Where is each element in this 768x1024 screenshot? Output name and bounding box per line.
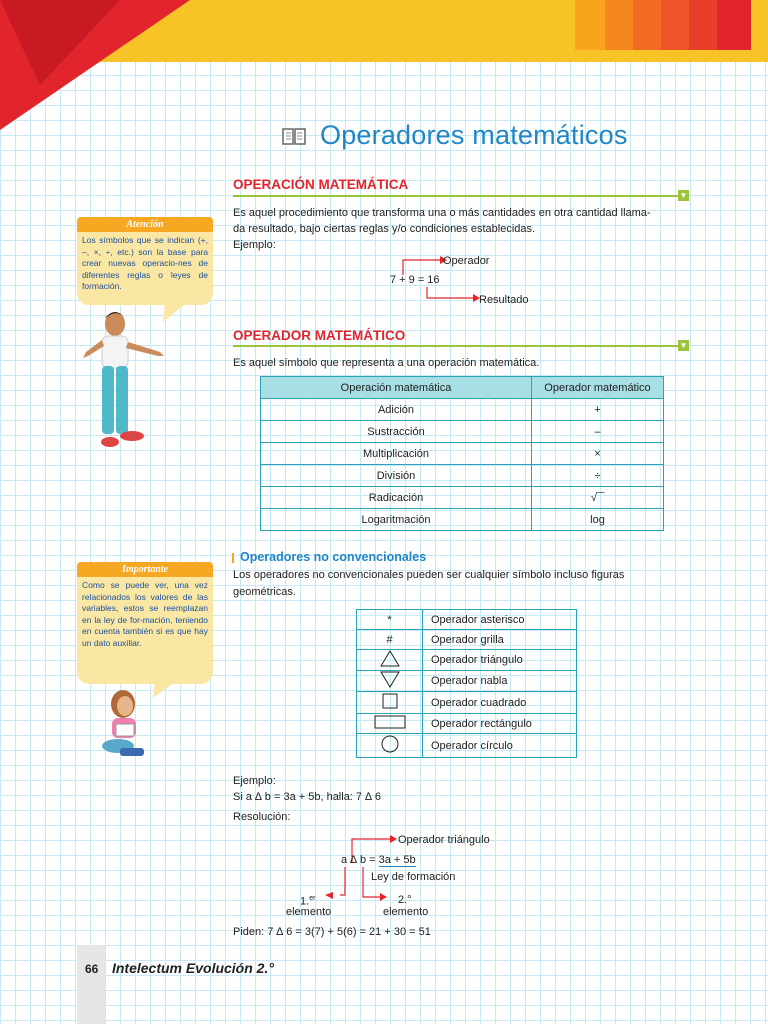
first-element-number: 1. — [300, 895, 310, 908]
section-text: Es aquel símbolo que representa a una operación matemática. — [233, 357, 540, 369]
table-cell: log — [532, 509, 664, 531]
table-cell: Adición — [261, 399, 532, 421]
header-stripe — [605, 0, 633, 50]
section-rule — [233, 195, 678, 197]
table-cell: Operador asterisco — [423, 610, 577, 630]
nonconventional-operators-table — [356, 609, 577, 758]
page-number: 66 — [85, 962, 99, 976]
table-cell: División — [261, 465, 532, 487]
table-row — [357, 671, 577, 692]
example-text: Si a ∆ b = 3a + 5b, halla: 7 ∆ 6 — [233, 791, 382, 803]
example-label: Ejemplo: — [233, 775, 276, 787]
table-header-row — [261, 377, 664, 399]
table-row — [357, 734, 577, 758]
table-cell: × — [532, 443, 664, 465]
definition-line: da resultado, bajo ciertas reglas y/o condiciones establecidas. — [233, 223, 536, 235]
definition-line: Es aquel procedimiento que transforma una o más cantidades en otra cantidad llama- — [233, 207, 651, 219]
table-cell: Operador grilla — [423, 630, 577, 650]
header-stripe — [575, 0, 605, 50]
table-cell: Operador triángulo — [423, 650, 577, 671]
expression-left: a ∆ b = — [341, 854, 379, 866]
answer-text: Piden: 7 ∆ 6 = 3(7) + 5(6) = 21 + 30 = 51 — [233, 926, 431, 938]
table-row — [261, 487, 664, 509]
header-stripe — [661, 0, 689, 50]
chevron-down-icon: ▼ — [679, 191, 688, 200]
table-cell: Operador círculo — [423, 734, 577, 758]
section-heading: OPERACIÓN MATEMÁTICA — [233, 177, 409, 192]
subsection-marker — [232, 553, 234, 563]
asterisk-symbol: * — [357, 610, 423, 630]
table-cell: – — [532, 421, 664, 443]
table-header: Operación matemática — [261, 377, 532, 399]
operators-table — [260, 376, 664, 531]
table-header: Operador matemático — [532, 377, 664, 399]
table-row — [357, 714, 577, 734]
header-stripe — [633, 0, 661, 50]
boy-illustration — [80, 308, 170, 456]
table-cell: √‾‾ — [532, 487, 664, 509]
red-corner-shape — [0, 0, 190, 130]
table-cell: Operador cuadrado — [423, 692, 577, 714]
operator-label: Operador triángulo — [398, 834, 490, 846]
table-cell: Operador rectángulo — [423, 714, 577, 734]
table-row — [261, 399, 664, 421]
hash-symbol: # — [357, 630, 423, 650]
table-cell: Multiplicación — [261, 443, 532, 465]
operator-label: Operador — [443, 255, 490, 267]
book-title: Intelectum Evolución 2.° — [111, 960, 274, 976]
square-icon — [381, 692, 399, 710]
table-cell: Operador nabla — [423, 671, 577, 692]
example-expression: 7 + 9 = 16 — [390, 274, 440, 286]
example-label: Ejemplo: — [233, 239, 276, 251]
table-row — [261, 509, 664, 531]
table-row — [357, 650, 577, 671]
page-title: Operadores matemáticos — [320, 120, 628, 150]
table-row — [261, 421, 664, 443]
header-stripe — [717, 0, 751, 50]
circle-icon — [380, 734, 400, 754]
resolution-label: Resolución: — [233, 811, 291, 823]
table-cell: ÷ — [532, 465, 664, 487]
second-element-word: elemento — [383, 906, 429, 918]
table-row — [357, 610, 577, 630]
nabla-icon — [380, 671, 400, 688]
girl-illustration — [98, 688, 158, 760]
chevron-down-icon: ▼ — [679, 341, 688, 350]
attention-box — [77, 217, 213, 305]
result-label: Resultado — [479, 294, 529, 306]
expression-right: 3a + 5b — [378, 854, 416, 866]
important-text: Como se puede ver, una vez relacionados los valores de las variables, estos se reemplazan en la ley de for-mación, teniendo en cuenta también si es que hay un dato auxiliar. — [82, 580, 208, 648]
diagram-expression — [341, 852, 416, 868]
important-title: Importante — [77, 562, 213, 577]
table-row — [357, 630, 577, 650]
table-cell: Logaritmación — [261, 509, 532, 531]
table-cell: + — [532, 399, 664, 421]
important-box — [77, 562, 213, 684]
section-heading: OPERADOR MATEMÁTICO — [233, 328, 406, 343]
law-label: Ley de formación — [371, 871, 456, 883]
attention-text: Los símbolos que se indican (+, –, ×, ÷, etc.) son la base para crear nuevas operacio-nes de diferentes reglas o leyes de formación. — [82, 235, 208, 291]
first-element-word: elemento — [286, 906, 332, 918]
table-cell: Radicación — [261, 487, 532, 509]
subsection-text: Los operadores no convencionales pueden ser cualquier símbolo incluso figuras — [233, 569, 625, 581]
section-rule — [233, 345, 678, 347]
rectangle-icon — [374, 714, 406, 730]
table-row — [261, 465, 664, 487]
page-footer — [85, 960, 274, 976]
arrow-head-icon — [325, 892, 345, 900]
subsection-text: geométricas. — [233, 586, 296, 598]
header-stripe — [689, 0, 717, 50]
second-element-number: 2.° — [398, 894, 412, 906]
table-row — [261, 443, 664, 465]
page-gutter — [77, 945, 105, 1024]
triangle-icon — [380, 650, 400, 667]
subsection-heading: Operadores no convencionales — [240, 550, 427, 564]
book-icon — [282, 127, 306, 147]
table-cell: Sustracción — [261, 421, 532, 443]
attention-title: Atención — [77, 217, 213, 232]
first-element-sup: er — [309, 895, 316, 902]
table-row — [357, 692, 577, 714]
